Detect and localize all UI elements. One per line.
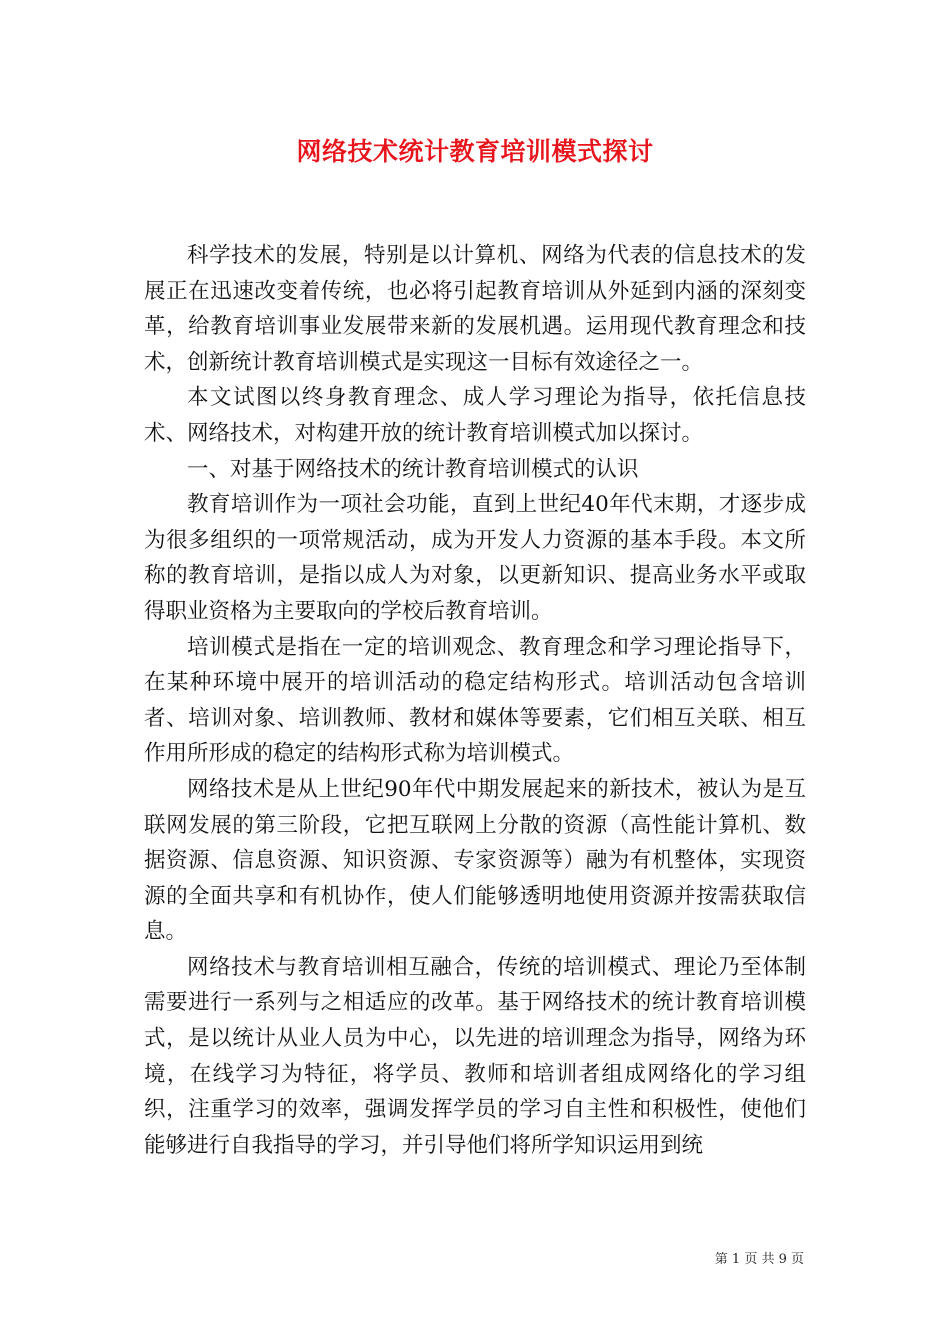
paragraph-5: 网络技术是从上世纪90年代中期发展起来的新技术，被认为是互联网发展的第三阶段，它把互联网上分散的资源（高性能计算机、数据资源、信息资源、知识资源、专家资源等）融为有机整体，实现资源的全面共享和有机协作，使人们能够透明地使用资源并按需获取信息。 <box>144 776 806 945</box>
paragraph-3: 教育培训作为一项社会功能，直到上世纪40年代末期，才逐步成为很多组织的一项常规活动，成为开发人力资源的基本手段。本文所称的教育培训，是指以成人为对象，以更新知识、提高业务水平或取得职业资格为主要取向的学校后教育培训。 <box>144 492 806 624</box>
page-number: 第 1 页 共 9 页 <box>714 1252 804 1267</box>
paragraph-6: 网络技术与教育培训相互融合，传统的培训模式、理论乃至体制需要进行一系列与之相适应的改革。基于网络技术的统计教育培训模式，是以统计从业人员为中心，以先进的培训理念为指导，网络为环境，在线学习为特征，将学员、教师和培训者组成网络化的学习组织，注重学习的效率，强调发挥学员的学习自主性和积极性，使他们能够进行自我指导的学习，并引导他们将所学知识运用到统 <box>144 954 806 1158</box>
document-body <box>144 238 806 1163</box>
paragraph-2: 本文试图以终身教育理念、成人学习理论为指导，依托信息技术、网络技术，对构建开放的统计教育培训模式加以探讨。 <box>144 385 806 446</box>
section-heading-1: 一、对基于网络技术的统计教育培训模式的认识 <box>187 456 639 482</box>
document-title: 网络技术统计教育培训模式探讨 <box>296 137 654 166</box>
paragraph-4: 培训模式是指在一定的培训观念、教育理念和学习理论指导下，在某种环境中展开的培训活动的稳定结构形式。培训活动包含培训者、培训对象、培训教师、教材和媒体等要素，它们相互关联、相互作用所形成的稳定的结构形式称为培训模式。 <box>144 634 806 767</box>
paragraph-1: 科学技术的发展，特别是以计算机、网络为代表的信息技术的发展正在迅速改变着传统，也必将引起教育培训从外延到内涵的深刻变革，给教育培训事业发展带来新的发展机遇。运用现代教育理念和技术，创新统计教育培训模式是实现这一目标有效途径之一。 <box>144 243 806 375</box>
